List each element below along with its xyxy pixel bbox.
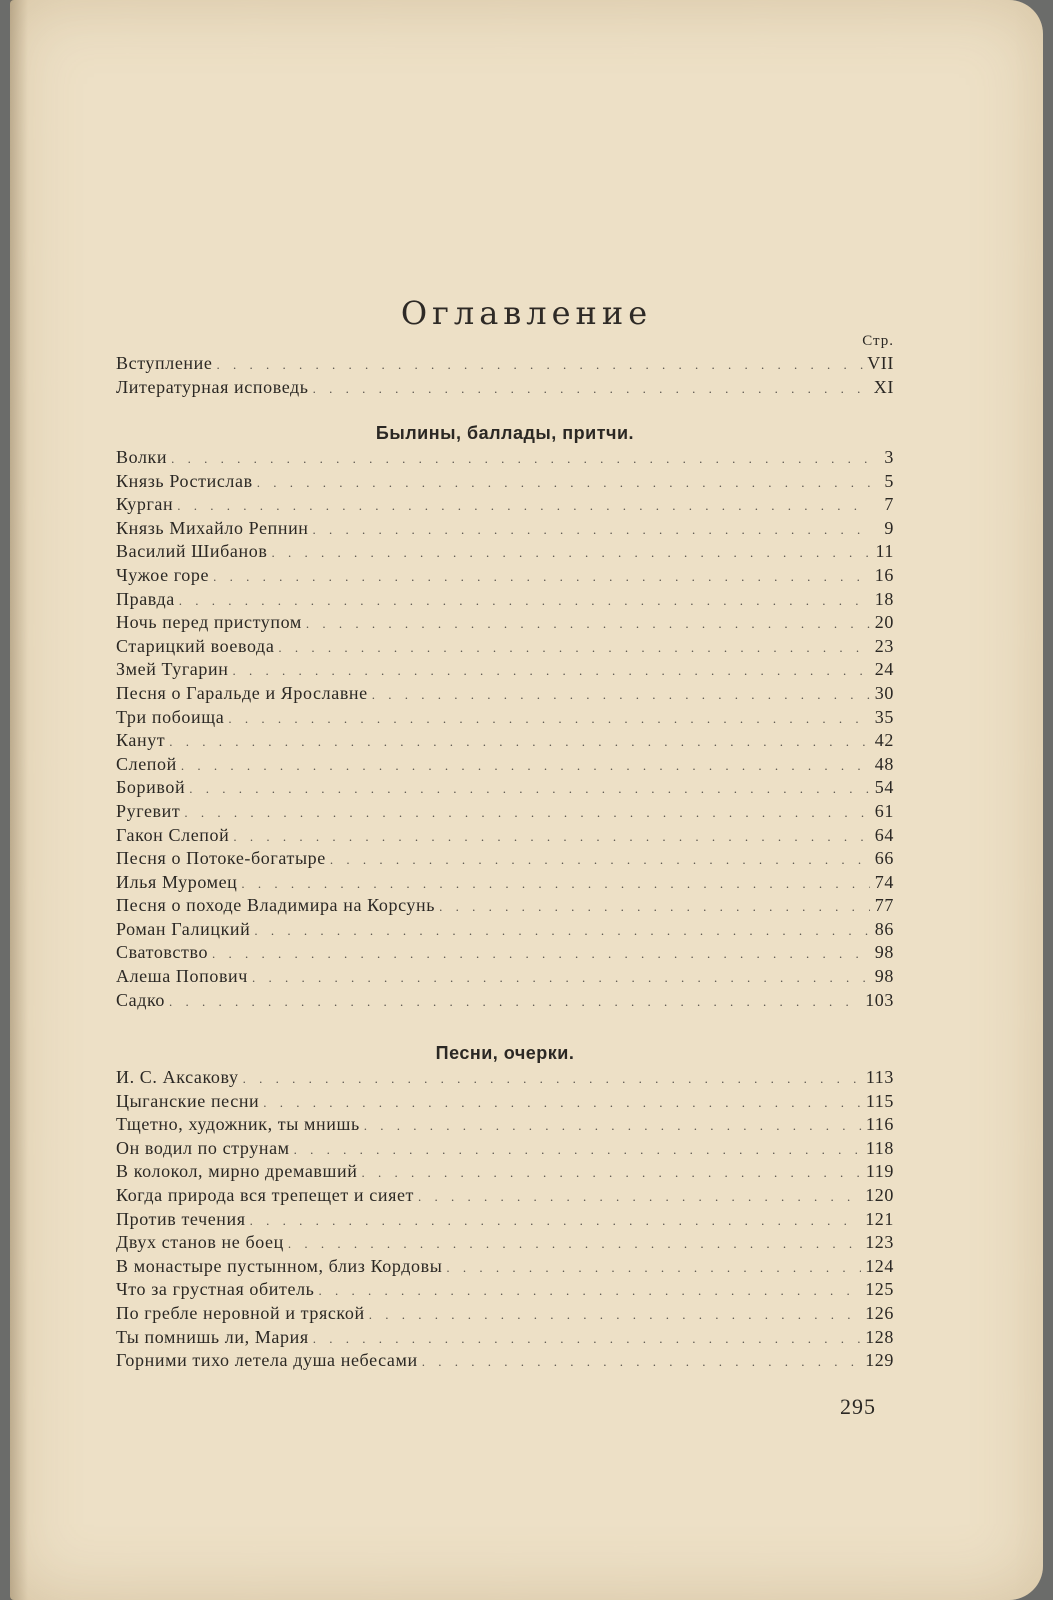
toc-entry-page: 9 [884,517,894,538]
dot-leader [294,1138,862,1162]
toc-entry-title: Что за грустная обитель [116,1279,315,1300]
toc-entry-title: Три побоища [116,706,225,727]
toc-entry [116,753,894,777]
toc-section-songs [116,1040,894,1373]
toc-entry-title: По гребле неровной и тряской [116,1302,365,1323]
toc-entry-page: 16 [874,564,894,585]
section-heading: Былины, баллады, притчи. [375,423,635,443]
toc-entry-title: Илья Муромец [116,871,238,892]
toc-entry [116,658,894,682]
toc-entry [116,941,894,965]
toc-entry-title: Волки [116,447,168,467]
toc-entry-page: 7 [884,494,894,515]
section-heading: Песни, очерки. [435,1043,575,1063]
dot-leader [313,377,870,401]
dot-leader [422,1350,861,1374]
toc-entry-title: Ночь перед приступом [116,612,302,633]
toc-entry-page: 128 [865,1326,894,1347]
toc-entry-page: 86 [874,918,894,939]
toc-entry-page: 64 [874,824,894,845]
dot-leader [278,636,870,660]
dot-leader [233,825,870,849]
toc-entry-page: 66 [874,848,894,869]
toc-entry-page: 11 [875,541,894,562]
toc-entry [116,918,894,942]
dot-leader [313,518,870,542]
toc-entry-title: Боривой [116,777,186,798]
dot-leader [213,565,870,589]
dot-leader [184,801,870,825]
toc-entry-page: 74 [874,871,894,892]
dot-leader [418,1185,861,1209]
toc-entry-title: Песня о Гаральде и Ярославне [116,682,368,703]
toc-entry-title: Чужое горе [116,564,210,585]
toc-entry-title: Ругевит [116,800,181,821]
toc-entry [116,824,894,848]
toc-entry-title: В колокол, мирно дремавший [116,1161,358,1182]
dot-leader [446,1256,861,1280]
toc-entry-title: Двух станов не боец [116,1232,284,1253]
toc-entry-title: Канут [116,730,166,751]
dot-leader [179,589,870,613]
dot-leader [228,707,870,731]
toc-entry-page: 30 [874,682,894,703]
toc-entry [116,965,894,989]
dot-leader [263,1091,862,1115]
dot-leader [216,353,863,377]
dot-leader [252,966,870,990]
toc-entry [116,847,894,871]
dot-leader [318,1279,861,1303]
toc-entry-page: VII [867,353,894,373]
toc-entry-page: 118 [865,1137,894,1158]
page-title: Оглавление [400,294,653,332]
toc-entry-page: 23 [874,635,894,656]
page-number: 295 [840,1394,876,1419]
toc-entry-title: Вступление [116,353,213,373]
toc-entry-page: 103 [865,989,894,1010]
toc-entry [116,352,894,376]
toc-entry-title: Слепой [116,753,177,774]
page-column-label: Стр. [862,333,894,349]
toc-entry-page: 125 [865,1279,894,1300]
dot-leader [232,659,870,683]
toc-entry [116,1208,894,1232]
toc-entry [116,376,894,400]
toc-entry-title: Литературная исповедь [116,376,309,397]
toc-section-ballads [116,420,894,1012]
toc-entry-page: 120 [865,1184,894,1205]
toc-entry-page: 54 [874,777,894,798]
toc-entry-page: 119 [865,1161,894,1182]
dot-leader [169,730,870,754]
toc-entry [116,588,894,612]
toc-entry [116,493,894,517]
toc-entry-page: 98 [874,966,894,987]
toc-entry-page: 18 [874,588,894,609]
toc-entry-page: 48 [874,753,894,774]
toc-entry [116,540,894,564]
toc-entry-title: Василий Шибанов [116,541,268,562]
toc-entry-page: XI [873,376,894,397]
toc-entry [116,1255,894,1279]
toc-entry-title: Правда [116,588,175,609]
dot-leader [364,1114,862,1138]
toc-entry-title: Гакон Слепой [116,824,230,845]
toc-entry [116,894,894,918]
toc-entry [116,1184,894,1208]
toc-entry [116,1066,894,1090]
dot-leader [271,541,870,565]
toc-entry-title: Садко [116,989,165,1010]
toc-entry-title: Старицкий воевода [116,635,275,656]
dot-leader [171,447,870,471]
toc-entry-title: Горними тихо летела душа небесами [116,1350,418,1371]
toc-entry [116,989,894,1013]
toc-entry-title: Песня о Потоке-богатыре [116,848,326,869]
dot-leader [313,1327,861,1351]
dot-leader [330,848,870,872]
dot-leader [212,942,870,966]
book-page [10,0,1043,1600]
dot-leader [257,471,870,495]
toc-entry [116,682,894,706]
toc-entry-title: Тщетно, художник, ты мнишь [116,1114,360,1135]
toc-entry [116,1160,894,1184]
toc-front [116,330,894,399]
toc-entry-page: 3 [884,447,894,467]
dot-leader [369,1303,861,1327]
toc-entry [116,871,894,895]
toc-entry [116,517,894,541]
toc-entry-page: 124 [865,1255,894,1276]
toc-entry-page: 116 [865,1114,894,1135]
toc-entry-title: Змей Тугарин [116,659,229,680]
toc-entry-page: 61 [874,800,894,821]
dot-leader [181,754,870,778]
toc-entry-page: 20 [874,612,894,633]
toc-entry-page: 42 [874,730,894,751]
toc-entry-page: 77 [874,895,894,916]
toc-entry-page: 123 [865,1232,894,1253]
toc-entry [116,1278,894,1302]
toc-entry-page: 5 [884,470,894,491]
toc-entry-page: 35 [874,706,894,727]
dot-leader [254,919,870,943]
toc-entry-page: 115 [865,1090,894,1111]
dot-leader [189,777,870,801]
toc-entry-title: Цыганские песни [116,1090,260,1111]
toc-entry-title: Роман Галицкий [116,918,251,939]
dot-leader [169,990,861,1014]
dot-leader [241,872,870,896]
toc-entry-title: Сватовство [116,942,209,963]
toc-entry-title: Алеша Попович [116,966,248,987]
toc-entry-title: Против течения [116,1208,246,1229]
toc-entry [116,446,894,470]
toc-entry [116,635,894,659]
toc-entry-title: Он водил по струнам [116,1137,290,1158]
toc-entry [116,564,894,588]
toc-entry-title: Песня о походе Владимира на Корсунь [116,895,436,916]
toc-entry [116,470,894,494]
toc-entry-page: 129 [865,1350,894,1371]
toc-entry [116,1090,894,1114]
toc-entry-title: И. С. Аксакову [116,1067,239,1087]
dot-leader [439,895,870,919]
dot-leader [361,1161,861,1185]
toc-entry [116,776,894,800]
toc-entry-page: 113 [865,1067,894,1087]
toc-entry [116,729,894,753]
toc-entry-page: 121 [865,1208,894,1229]
toc-entry [116,1326,894,1350]
toc-entry [116,1113,894,1137]
toc-entry [116,611,894,635]
dot-leader [243,1067,862,1091]
dot-leader [288,1232,861,1256]
dot-leader [250,1209,862,1233]
toc-entry [116,1302,894,1326]
toc-entry-title: Когда природа вся трепещет и сияет [116,1184,415,1205]
toc-entry-title: Князь Михайло Репнин [116,517,309,538]
toc-entry-page: 24 [874,659,894,680]
dot-leader [372,683,870,707]
toc-entry-page: 98 [874,942,894,963]
toc-entry-title: В монастыре пустынном, близ Кордовы [116,1255,443,1276]
toc-entry [116,706,894,730]
dot-leader [177,494,870,518]
toc-entry-title: Князь Ростислав [116,470,253,491]
toc-entry-page: 126 [865,1302,894,1323]
toc-entry [116,1137,894,1161]
toc-entry [116,1231,894,1255]
dot-leader [306,612,870,636]
toc-entry-title: Курган [116,494,174,515]
toc-entry [116,1349,894,1373]
toc-entry-title: Ты помнишь ли, Мария [116,1326,309,1347]
toc-entry [116,800,894,824]
